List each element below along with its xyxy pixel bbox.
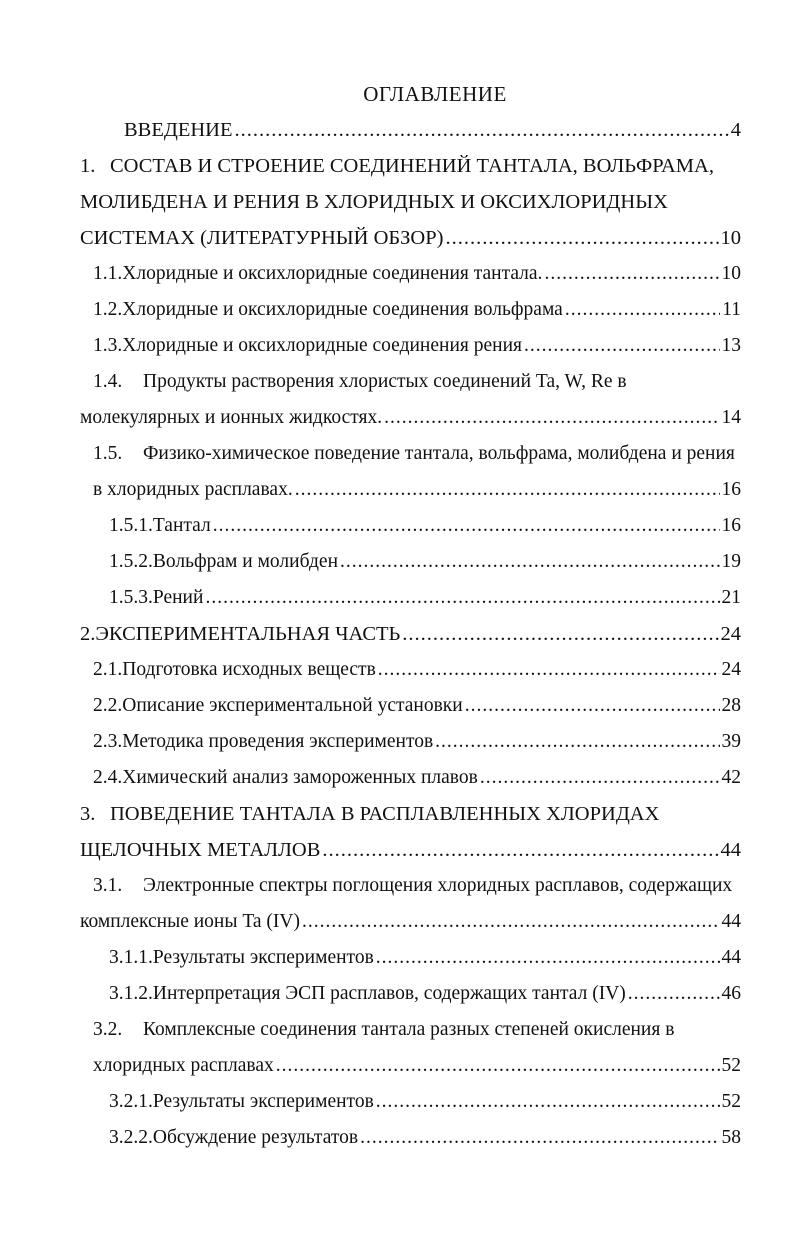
toc-entry-text: Хлоридные и оксихлоридные соединения вольфрама — [122, 299, 563, 320]
toc-entry-3-2-line2 — [93, 1055, 741, 1077]
toc-entry-number: 2.3. — [93, 731, 123, 752]
toc-entry-3-1-line2 — [80, 911, 741, 933]
toc-entry-number: 1.3. — [93, 335, 123, 356]
toc-entry-text: Химический анализ замороженных плавов — [122, 767, 478, 788]
toc-entry-number: 2.2. — [93, 695, 123, 716]
toc-title: ОГЛАВЛЕНИЕ — [363, 82, 507, 106]
toc-entry-text: ВВЕДЕНИЕ — [124, 119, 233, 141]
toc-entry-page: 24 — [721, 659, 741, 680]
toc-entry-text: Электронные спектры поглощения хлоридных расплавов, содержащих — [143, 875, 733, 896]
toc-entry-1-4-line2 — [80, 407, 741, 429]
dot-leader — [302, 911, 720, 933]
dot-leader — [628, 983, 720, 1005]
toc-entry-page: 24 — [720, 623, 741, 645]
toc-entry-3-line1 — [80, 803, 659, 826]
toc-entry-page: 11 — [722, 299, 741, 320]
toc-entry-number: 1.4. — [93, 371, 123, 392]
toc-entry-2-4 — [93, 767, 741, 789]
dot-leader — [524, 335, 720, 357]
toc-entry-number: 3.1.2. — [109, 983, 153, 1004]
toc-entry-number: 1.1. — [93, 263, 123, 284]
toc-entry-1-line3 — [80, 227, 741, 250]
toc-entry-number: 2.4. — [93, 767, 123, 788]
dot-leader — [565, 299, 720, 321]
toc-entry-page: 52 — [721, 1091, 741, 1112]
toc-entry-1-5-1 — [109, 515, 741, 537]
toc-entry-page: 44 — [721, 911, 741, 932]
toc-entry-text: СИСТЕМАХ (ЛИТЕРАТУРНЫЙ ОБЗОР) — [80, 227, 444, 249]
toc-entry-page: 16 — [721, 479, 741, 500]
toc-entry-page: 21 — [721, 587, 741, 608]
toc-entry-1-5-line2 — [93, 479, 741, 501]
dot-leader — [360, 1127, 719, 1149]
dot-leader — [544, 263, 719, 285]
dot-leader — [402, 623, 718, 646]
toc-entry-1-4-line1 — [93, 371, 627, 393]
toc-entry-text: Методика проведения экспериментов — [122, 731, 434, 752]
toc-entry-1-5-line1 — [93, 443, 735, 465]
dot-leader — [445, 227, 718, 250]
toc-entry-page: 28 — [721, 695, 741, 716]
toc-entry-text: Хлоридные и оксихлоридные соединения рения — [122, 335, 522, 356]
toc-entry-page: 42 — [721, 767, 741, 788]
toc-entry-page: 13 — [721, 335, 741, 356]
toc-entry-1-5-3 — [109, 587, 741, 609]
toc-entry-number: 3.1. — [93, 875, 123, 896]
toc-entry-text: Вольфрам и молибден — [152, 551, 339, 572]
dot-leader — [465, 695, 720, 717]
toc-entry-number: 1.5.2. — [109, 551, 153, 572]
toc-entry-text: СОСТАВ И СТРОЕНИЕ СОЕДИНЕНИЙ ТАНТАЛА, ВОЛЬФРАМА, — [110, 155, 714, 177]
toc-entry-page: 16 — [721, 515, 741, 536]
toc-entry-text: комплексные ионы Ta (IV) — [80, 911, 300, 932]
toc-entry-page: 14 — [721, 407, 741, 428]
toc-entry-page: 10 — [720, 227, 741, 249]
dot-leader — [378, 659, 720, 681]
toc-entry-text: ЭКСПЕРИМЕНТАЛЬНАЯ ЧАСТЬ — [95, 623, 401, 645]
toc-entry-number: 1.5.3. — [109, 587, 153, 608]
toc-entry-number: 3.2.1. — [109, 1091, 153, 1112]
toc-entry-2-3 — [93, 731, 741, 753]
dot-leader — [435, 731, 719, 753]
toc-entry-text: ПОВЕДЕНИЕ ТАНТАЛА В РАСПЛАВЛЕННЫХ ХЛОРИДАХ — [110, 803, 660, 825]
dot-leader — [235, 119, 729, 142]
toc-entry-1-line1 — [80, 155, 714, 178]
dot-leader — [376, 947, 720, 969]
toc-entry-page: 58 — [721, 1127, 741, 1148]
toc-entry-number: 2. — [80, 623, 96, 645]
toc-entry-text: Результаты экспериментов — [152, 1091, 374, 1112]
toc-entry-number: 2.1. — [93, 659, 123, 680]
toc-entry-page: 44 — [721, 947, 741, 968]
toc-entry-text: Продукты растворения хлористых соединений Ta, W, Re в — [143, 371, 627, 392]
toc-entry-2-1 — [93, 659, 741, 681]
toc-entry-text: Рений — [152, 587, 204, 608]
toc-entry-text: хлоридных расплавах — [93, 1055, 274, 1076]
toc-entry-1-3 — [93, 335, 741, 357]
toc-entry-2 — [80, 623, 741, 646]
toc-entry-3-2-line1 — [93, 1019, 674, 1041]
toc-entry-text: молекулярных и ионных жидкостях. — [80, 407, 383, 428]
toc-entry-3-1-line1 — [93, 875, 732, 897]
toc-entry-1-1 — [93, 263, 741, 285]
dot-leader — [480, 767, 720, 789]
toc-entry-number: 1.2. — [93, 299, 123, 320]
toc-entry-text: Интерпретация ЭСП расплавов, содержащих тантал (IV) — [152, 983, 626, 1004]
toc-entry-3-2-2 — [109, 1127, 741, 1149]
toc-entry-3-2-1 — [109, 1091, 741, 1113]
toc-entry-text: Хлоридные и оксихлоридные соединения тантала. — [122, 263, 543, 284]
dot-leader — [213, 515, 720, 537]
dot-leader — [384, 407, 719, 429]
toc-entry-number: 1. — [80, 155, 96, 177]
toc-entry-text: Результаты экспериментов — [152, 947, 374, 968]
toc-entry-page: 4 — [730, 119, 741, 141]
toc-entry-page: 52 — [721, 1055, 741, 1076]
toc-entry-number: 1.5. — [93, 443, 123, 464]
toc-entry-1-line2: МОЛИБДЕНА И РЕНИЯ В ХЛОРИДНЫХ И ОКСИХЛОРИДНЫХ — [80, 191, 668, 213]
toc-entry-text: в хлоридных расплавах. — [93, 479, 293, 500]
toc-entry-text: Комплексные соединения тантала разных степеней окисления в — [143, 1019, 675, 1040]
toc-entry-2-2 — [93, 695, 741, 717]
toc-entry-1-5-2 — [109, 551, 741, 573]
toc-entry-text: Тантал — [152, 515, 211, 536]
toc-entry-text: ЩЕЛОЧНЫХ МЕТАЛЛОВ — [80, 839, 321, 861]
toc-entry-number: 3.1.1. — [109, 947, 153, 968]
toc-entry-page: 19 — [721, 551, 741, 572]
toc-entry-introduction — [124, 119, 741, 142]
dot-leader — [276, 1055, 720, 1077]
dot-leader — [322, 839, 718, 862]
toc-entry-3-line2 — [80, 839, 741, 862]
toc-entry-number: 1.5.1. — [109, 515, 153, 536]
toc-entry-page: 46 — [721, 983, 741, 1004]
toc-entry-text: Обсуждение результатов — [152, 1127, 359, 1148]
toc-entry-page: 39 — [721, 731, 741, 752]
dot-leader — [376, 1091, 720, 1113]
toc-entry-3-1-2 — [109, 983, 741, 1005]
toc-entry-3-1-1 — [109, 947, 741, 969]
toc-entry-number: 3.2.2. — [109, 1127, 153, 1148]
dot-leader — [340, 551, 719, 573]
toc-entry-text: Описание экспериментальной установки — [122, 695, 463, 716]
dot-leader — [295, 479, 720, 501]
dot-leader — [205, 587, 719, 609]
toc-entry-page: 10 — [721, 263, 741, 284]
toc-entry-number: 3. — [80, 803, 96, 825]
toc-entry-text: Физико-химическое поведение тантала, вольфрама, молибдена и рения — [143, 443, 735, 464]
toc-entry-1-2 — [93, 299, 741, 321]
toc-entry-number: 3.2. — [93, 1019, 123, 1040]
toc-entry-text: Подготовка исходных веществ — [122, 659, 376, 680]
toc-entry-page: 44 — [720, 839, 741, 861]
